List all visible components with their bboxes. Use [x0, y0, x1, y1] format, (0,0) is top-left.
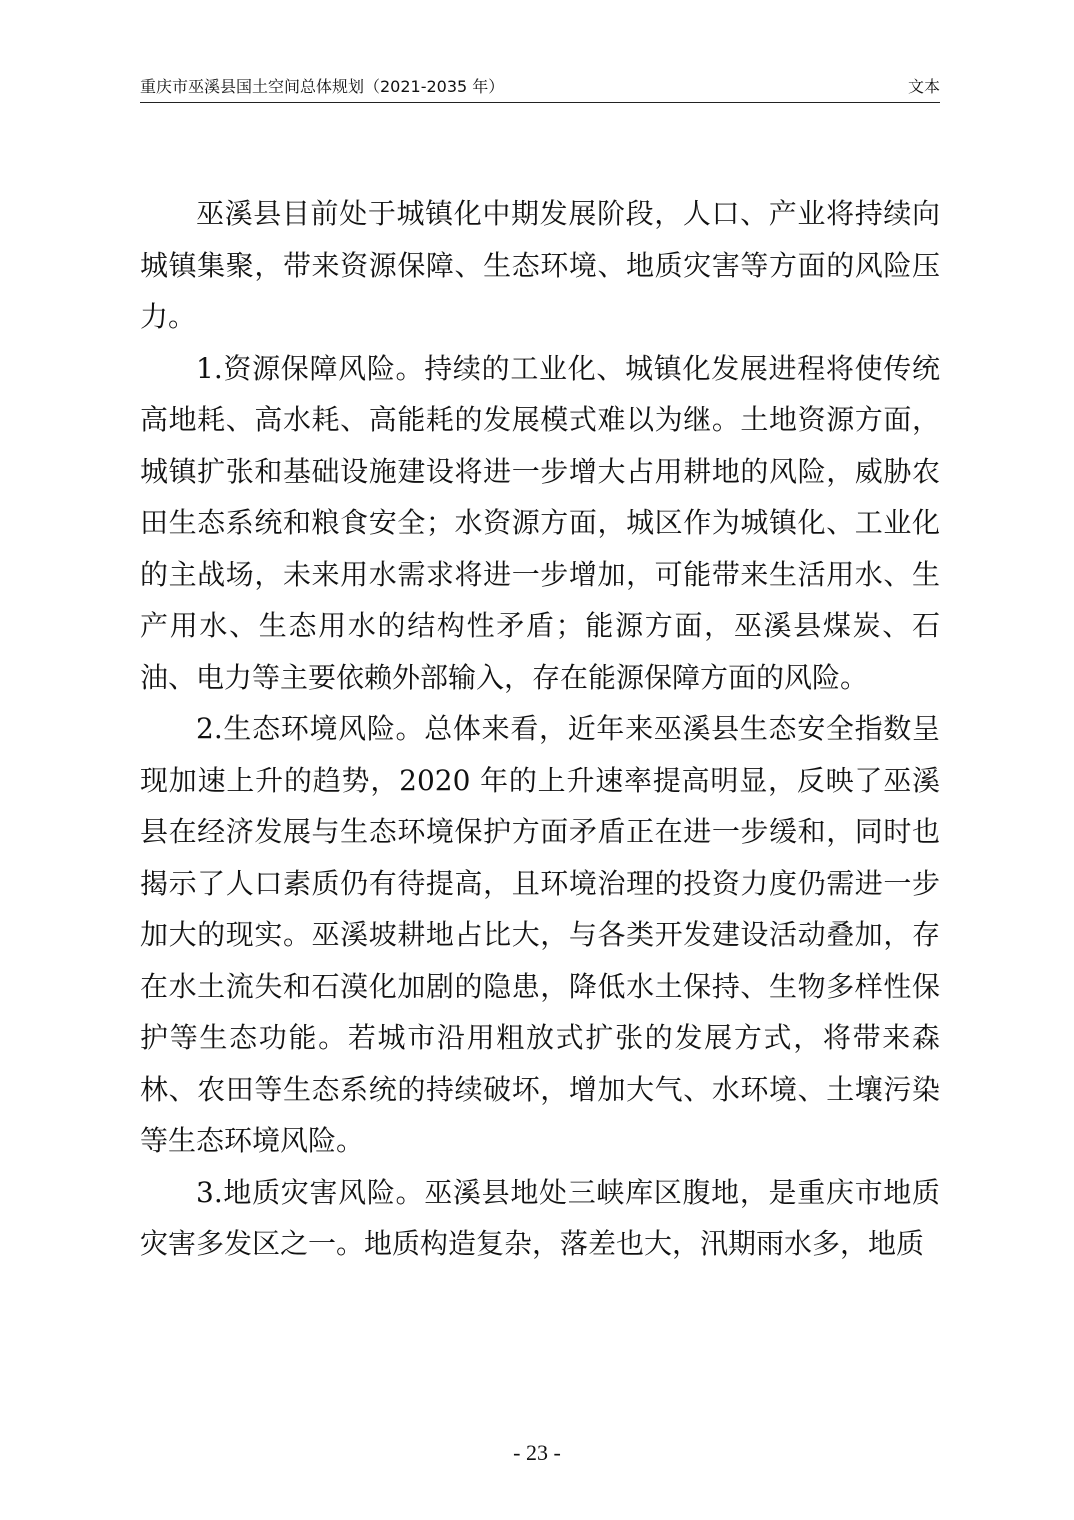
paragraph-ecological-risk: 2.生态环境风险。总体来看，近年来巫溪县生态安全指数呈现加速上升的趋势，2020 年的上升速率提高明显，反映了巫溪县在经济发展与生态环境保护方面矛盾正在进一步缓和，同时也揭示了人口素质仍有待提高，且环境治理的投资力度仍需进一步加大的现实。巫溪坡耕地占比大，与各类开发建设活动叠加，存在水土流失和石漠化加剧的隐患，降低水土保持、生物多样性保护等生态功能。若城市沿用粗放式扩张的发展方式，将带来森林、农田等生态系统的持续破坏，增加大气、水环境、土壤污染等生态环境风险。	[140, 712, 940, 1157]
document-type-label: 文本	[907, 77, 940, 96]
paragraph-geological-risk: 3.地质灾害风险。巫溪县地处三峡库区腹地，是重庆市地质灾害多发区之一。地质构造复杂，落差也大，汛期雨水多，地质	[140, 1175, 940, 1260]
body-text	[140, 188, 940, 1270]
page-header	[140, 72, 940, 103]
page-number: - 23 -	[513, 1440, 561, 1465]
document-title: 重庆市巫溪县国土空间总体规划（2021-2035 年）	[140, 77, 505, 96]
paragraph-intro: 巫溪县目前处于城镇化中期发展阶段，人口、产业将持续向城镇集聚，带来资源保障、生态环境、地质灾害等方面的风险压力。	[140, 197, 940, 333]
paragraph-resource-risk: 1.资源保障风险。持续的工业化、城镇化发展进程将使传统高地耗、高水耗、高能耗的发展模式难以为继。土地资源方面，城镇扩张和基础设施建设将进一步增大占用耕地的风险，威胁农田生态系统和粮食安全；水资源方面，城区作为城镇化、工业化的主战场，未来用水需求将进一步增加，可能带来生活用水、生产用水、生态用水的结构性矛盾；能源方面，巫溪县煤炭、石油、电力等主要依赖外部输入，存在能源保障方面的风险。	[140, 351, 940, 694]
